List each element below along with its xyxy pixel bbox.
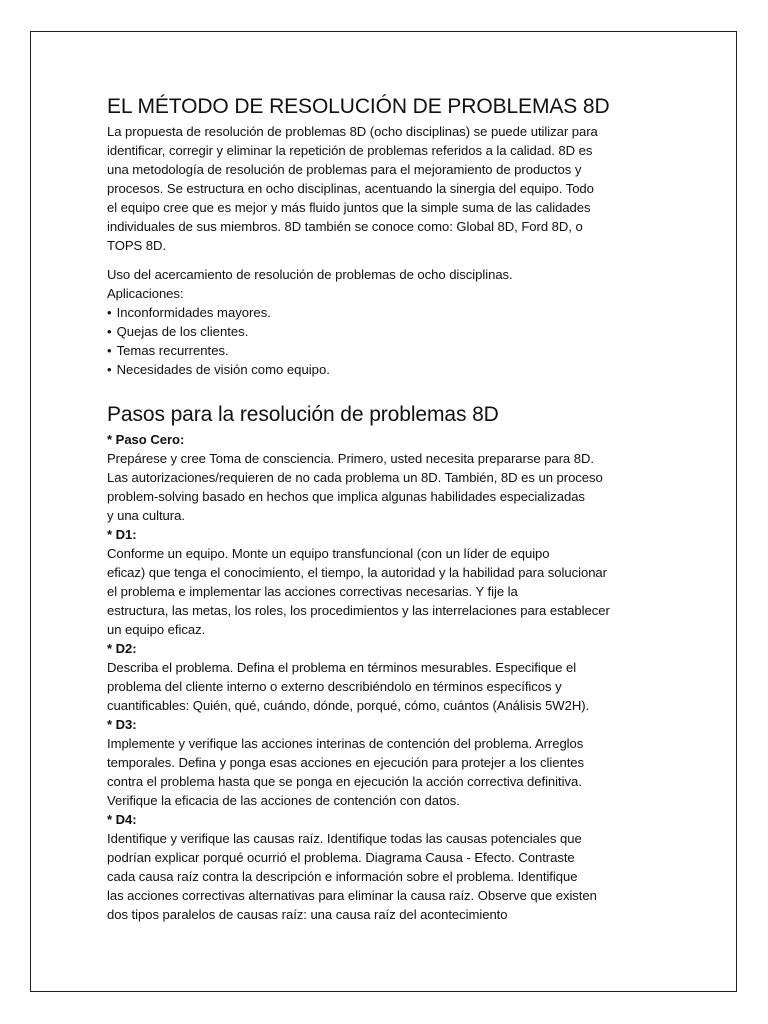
step-label: * D1: xyxy=(107,527,137,542)
text-line: Las autorizaciones/requieren de no cada problema un 8D. También, 8D es un proceso xyxy=(107,470,603,485)
text-line: problema del cliente interno o externo describiéndolo en términos específicos y xyxy=(107,679,562,694)
text-line: Conforme un equipo. Monte un equipo transfuncional (con un líder de equipo xyxy=(107,546,550,561)
text-line: y una cultura. xyxy=(107,508,185,523)
text-line: Implemente y verifique las acciones interinas de contención del problema. Arreglos xyxy=(107,736,584,751)
applications-list xyxy=(107,303,647,379)
list-item: • Quejas de los clientes. xyxy=(107,322,647,341)
text-line: Verifique la eficacia de las acciones de contención con datos. xyxy=(107,793,460,808)
text-line: La propuesta de resolución de problemas 8D (ocho disciplinas) se puede utilizar para xyxy=(107,124,598,139)
step-d4 xyxy=(107,810,647,924)
text-line: cuantificables: Quién, qué, cuándo, dónde, porqué, cómo, cuántos (Análisis 5W2H). xyxy=(107,698,590,713)
text-line: las acciones correctivas alternativas para eliminar la causa raíz. Observe que existen xyxy=(107,888,597,903)
text-line: procesos. Se estructura en ocho disciplinas, acentuando la sinergia del equipo. Todo xyxy=(107,181,594,196)
text-line: una metodología de resolución de problemas para el mejoramiento de productos y xyxy=(107,162,582,177)
text-line: identificar, corregir y eliminar la repetición de problemas referidos a la calidad. 8D es xyxy=(107,143,593,158)
applications-label: Aplicaciones: xyxy=(107,286,184,301)
text-line: contra el problema hasta que se ponga en ejecución la acción correctiva definitiva. xyxy=(107,774,582,789)
text-line: eficaz) que tenga el conocimiento, el tiempo, la autoridad y la habilidad para solucionar xyxy=(107,565,607,580)
text-line: el problema e implementar las acciones correctivas necesarias. Y fije la xyxy=(107,584,518,599)
text-line: Identifique y verifique las causas raíz. Identifique todas las causas potenciales que xyxy=(107,831,582,846)
text-line: un equipo eficaz. xyxy=(107,622,206,637)
step-d2 xyxy=(107,639,647,715)
step-label: * D2: xyxy=(107,641,137,656)
document-page xyxy=(30,31,737,992)
usage-paragraph xyxy=(107,265,647,303)
text-line: Prepárese y cree Toma de consciencia. Primero, usted necesita prepararse para 8D. xyxy=(107,451,594,466)
step-d3 xyxy=(107,715,647,810)
text-line: dos tipos paralelos de causas raíz: una causa raíz del acontecimiento xyxy=(107,907,508,922)
text-line: temporales. Defina y ponga esas acciones en ejecución para protejer a los clientes xyxy=(107,755,585,770)
step-label: * Paso Cero: xyxy=(107,432,185,447)
text-line: el equipo cree que es mejor y más fluido juntos que la simple suma de las calidades xyxy=(107,200,591,215)
text-line: Describa el problema. Defina el problema en términos mesurables. Especifique el xyxy=(107,660,577,675)
list-item: • Necesidades de visión como equipo. xyxy=(107,360,647,379)
section-title-8d-method: EL MÉTODO DE RESOLUCIÓN DE PROBLEMAS 8D xyxy=(107,95,610,118)
intro-paragraph xyxy=(107,122,647,255)
text-line: problem-solving basado en hechos que implica algunas habilidades especializadas xyxy=(107,489,585,504)
document-content xyxy=(107,92,647,924)
step-d1 xyxy=(107,525,647,639)
text-line: cada causa raíz contra la descripción e información sobre el problema. Identifique xyxy=(107,869,578,884)
text-line: TOPS 8D. xyxy=(107,238,167,253)
text-line: podrían explicar porqué ocurrió el problema. Diagrama Causa - Efecto. Contraste xyxy=(107,850,575,865)
list-item: • Temas recurrentes. xyxy=(107,341,647,360)
list-item: • Inconformidades mayores. xyxy=(107,303,647,322)
text-line: individuales de sus miembros. 8D también se conoce como: Global 8D, Ford 8D, o xyxy=(107,219,583,234)
step-label: * D3: xyxy=(107,717,137,732)
step-label: * D4: xyxy=(107,812,137,827)
step-paso-cero xyxy=(107,430,647,525)
text-line: estructura, las metas, los roles, los procedimientos y las interrelaciones para establecer xyxy=(107,603,610,618)
usage-line: Uso del acercamiento de resolución de problemas de ocho disciplinas. xyxy=(107,267,513,282)
section-title-steps: Pasos para la resolución de problemas 8D xyxy=(107,403,499,426)
